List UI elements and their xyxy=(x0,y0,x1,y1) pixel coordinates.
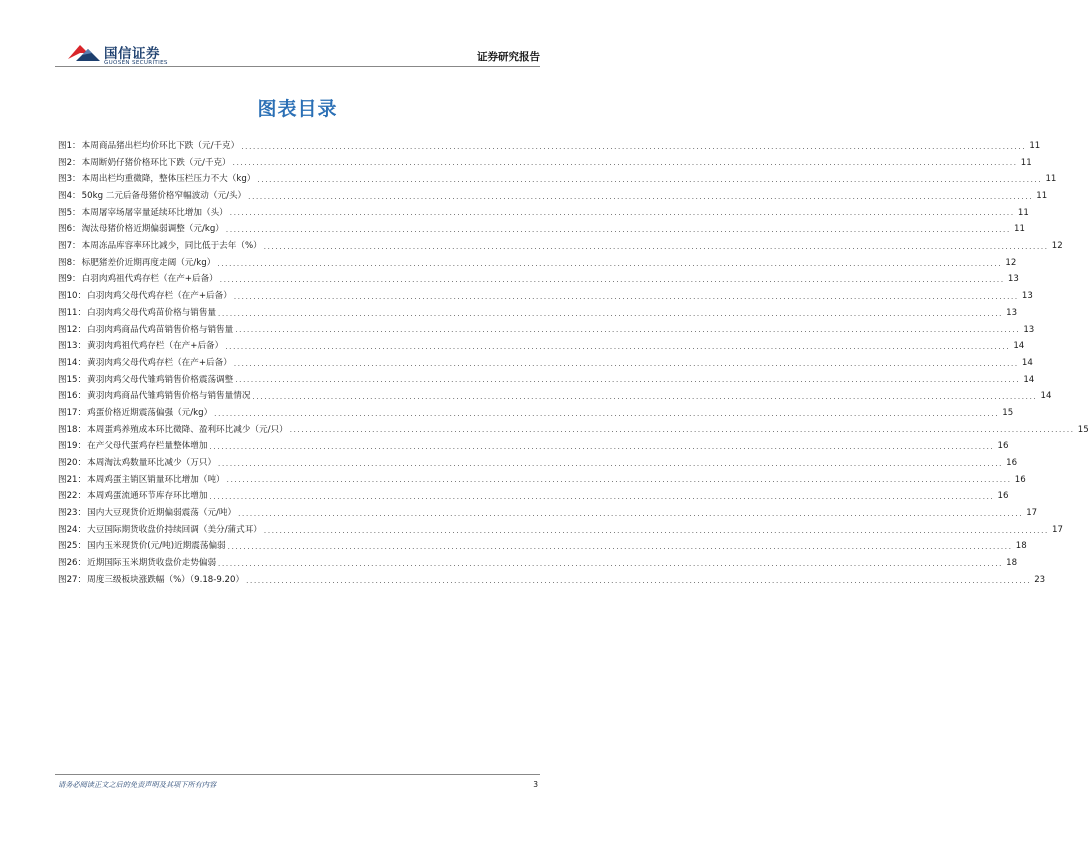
toc-entry[interactable] xyxy=(58,572,1046,589)
toc-leader-dots: ........................................................................................................................................................................................................ xyxy=(226,476,1012,485)
toc-entry-number: 图23： xyxy=(58,508,87,519)
toc-leader-dots: ........................................................................................................................................................................................................ xyxy=(235,326,1021,335)
toc-entry[interactable] xyxy=(58,522,1063,539)
toc-leader-dots: ........................................................................................................................................................................................................ xyxy=(235,376,1021,385)
toc-entry[interactable] xyxy=(58,355,1033,372)
toc-entry[interactable] xyxy=(58,372,1035,389)
toc-entry-page: 16 xyxy=(997,491,1009,502)
toc-entry-page: 12 xyxy=(1051,241,1063,252)
toc-entry-page: 11 xyxy=(1013,224,1025,235)
toc-entry[interactable] xyxy=(58,488,1009,505)
toc-entry[interactable] xyxy=(58,155,1032,172)
toc-entry[interactable] xyxy=(58,555,1018,572)
toc-leader-dots: ........................................................................................................................................................................................................ xyxy=(246,576,1032,585)
toc-entry[interactable] xyxy=(58,288,1033,305)
toc-entry-title: 黄羽肉鸡商品代雏鸡销售价格与销售量情况 xyxy=(87,391,251,402)
toc-entry-number: 图12： xyxy=(58,324,87,335)
toc-entry-title: 鸡蛋价格近期震荡偏强（元/kg） xyxy=(87,407,213,418)
toc-entry-number: 图8： xyxy=(58,257,81,268)
toc-entry-page: 13 xyxy=(1006,307,1018,318)
toc-entry[interactable] xyxy=(58,255,1017,272)
toc-entry-title: 50kg 二元后备母猪价格窄幅波动（元/头） xyxy=(81,191,247,202)
toc-leader-dots: ........................................................................................................................................................................................................ xyxy=(229,209,1015,218)
header-divider xyxy=(55,66,540,67)
toc-entry-page: 17 xyxy=(1026,508,1038,519)
toc-leader-dots: ........................................................................................................................................................................................................ xyxy=(217,259,1003,268)
toc-entry[interactable] xyxy=(58,238,1063,255)
toc-entry-page: 18 xyxy=(1015,541,1027,552)
toc-leader-dots: ........................................................................................................................................................................................................ xyxy=(214,409,1000,418)
toc-entry-title: 在产父母代蛋鸡存栏量整体增加 xyxy=(87,441,208,452)
toc-leader-dots: ........................................................................................................................................................................................................ xyxy=(263,526,1049,535)
toc-entry-title: 黄羽肉鸡祖代鸡存栏（在产+后备） xyxy=(87,341,224,352)
toc-entry[interactable] xyxy=(58,322,1035,339)
toc-entry-title: 白羽肉鸡祖代鸡存栏（在产+后备） xyxy=(81,274,218,285)
toc-entry-title: 本周断奶仔猪价格环比下跌（元/千克） xyxy=(81,157,231,168)
toc-entry[interactable] xyxy=(58,405,1014,422)
toc-entry[interactable] xyxy=(58,138,1041,155)
toc-entry-page: 14 xyxy=(1040,391,1052,402)
toc-entry-number: 图1： xyxy=(58,140,81,151)
toc-entry[interactable] xyxy=(58,505,1038,522)
toc-entry-number: 图9： xyxy=(58,274,81,285)
toc-entry-number: 图20： xyxy=(58,458,87,469)
toc-leader-dots: ........................................................................................................................................................................................................ xyxy=(225,226,1011,235)
toc-entry[interactable] xyxy=(58,171,1057,188)
toc-entry-title: 本周冻品库容率环比减少，同比低于去年（%） xyxy=(81,241,262,252)
toc-leader-dots: ........................................................................................................................................................................................................ xyxy=(248,192,1034,201)
toc-entry-title: 大豆国际期货收盘价持续回调（美分/蒲式耳） xyxy=(87,524,262,535)
toc-entry-number: 图14： xyxy=(58,357,87,368)
toc-entry[interactable] xyxy=(58,205,1029,222)
toc-entry-title: 周度三级板块涨跌幅（%）（9.18-9.20） xyxy=(87,574,245,585)
toc-list xyxy=(58,138,1089,589)
toc-entry[interactable] xyxy=(58,221,1025,238)
toc-entry-page: 11 xyxy=(1045,174,1057,185)
footer-divider xyxy=(55,774,540,775)
toc-entry-page: 12 xyxy=(1005,257,1017,268)
toc-leader-dots: ........................................................................................................................................................................................................ xyxy=(238,509,1024,518)
toc-leader-dots: ........................................................................................................................................................................................................ xyxy=(218,559,1004,568)
toc-leader-dots: ........................................................................................................................................................................................................ xyxy=(252,393,1038,401)
toc-leader-dots: ........................................................................................................................................................................................................ xyxy=(233,359,1019,368)
toc-leader-dots: ........................................................................................................................................................................................................ xyxy=(218,309,1004,318)
toc-entry-title: 本周商品猪出栏均价环比下跌（元/千克） xyxy=(81,140,240,151)
toc-entry-title: 国内玉米现货价(元/吨)近期震荡偏弱 xyxy=(87,541,226,552)
toc-leader-dots: ........................................................................................................................................................................................................ xyxy=(232,159,1018,168)
toc-entry-title: 黄羽肉鸡父母代鸡存栏（在产+后备） xyxy=(87,357,232,368)
toc-leader-dots: ........................................................................................................................................................................................................ xyxy=(209,443,995,452)
toc-entry-page: 18 xyxy=(1006,558,1018,569)
report-type-label: 证券研究报告 xyxy=(477,51,540,63)
toc-entry-title: 本周鸡蛋主销区销量环比增加（吨） xyxy=(87,474,225,485)
logo-chinese-name: 国信证券 xyxy=(104,46,160,62)
toc-entry-page: 11 xyxy=(1017,207,1029,218)
toc-entry-page: 15 xyxy=(1077,424,1089,435)
toc-entry-number: 图16： xyxy=(58,391,87,402)
toc-entry-page: 11 xyxy=(1029,140,1041,151)
toc-entry-number: 图7： xyxy=(58,241,81,252)
toc-entry-title: 国内大豆现货价近期偏弱震荡（元/吨） xyxy=(87,508,237,519)
toc-entry[interactable] xyxy=(58,438,1009,455)
guosen-logo xyxy=(66,36,196,74)
toc-leader-dots: ........................................................................................................................................................................................................ xyxy=(263,242,1049,251)
toc-entry-number: 图21： xyxy=(58,474,87,485)
toc-entry[interactable] xyxy=(58,305,1018,322)
toc-leader-dots: ........................................................................................................................................................................................................ xyxy=(219,276,1005,285)
toc-entry-number: 图5： xyxy=(58,207,81,218)
toc-leader-dots: ........................................................................................................................................................................................................ xyxy=(289,426,1075,435)
footer-disclaimer: 请务必阅读正文之后的免责声明及其项下所有内容 xyxy=(58,780,217,789)
toc-entry-title: 本周鸡蛋流通环节库存环比增加 xyxy=(87,491,208,502)
toc-leader-dots: ........................................................................................................................................................................................................ xyxy=(209,493,995,502)
toc-entry-title: 黄羽肉鸡父母代雏鸡销售价格震荡调整 xyxy=(87,374,234,385)
toc-entry-title: 白羽肉鸡父母代鸡苗价格与销售量 xyxy=(87,307,217,318)
toc-entry-title: 本周淘汰鸡数量环比减少（万只） xyxy=(87,458,217,469)
toc-entry-number: 图22： xyxy=(58,491,87,502)
toc-entry-title: 淘汰母猪价格近期偏弱调整（元/kg） xyxy=(81,224,224,235)
toc-entry-number: 图2： xyxy=(58,157,81,168)
toc-entry-number: 图4： xyxy=(58,191,81,202)
toc-entry-page: 11 xyxy=(1036,191,1048,202)
toc-entry-page: 23 xyxy=(1034,574,1046,585)
toc-entry-number: 图3： xyxy=(58,174,81,185)
toc-entry-page: 16 xyxy=(1014,474,1026,485)
toc-entry[interactable] xyxy=(58,539,1027,556)
toc-entry-number: 图10： xyxy=(58,291,87,302)
toc-entry-title: 本周屠宰场屠宰量延续环比增加（头） xyxy=(81,207,228,218)
toc-leader-dots: ........................................................................................................................................................................................................ xyxy=(218,459,1004,468)
toc-entry-number: 图19： xyxy=(58,441,87,452)
toc-title: 图表目录 xyxy=(257,98,338,120)
logo-english-name: GUOSEN SECURITIES xyxy=(104,60,168,66)
toc-entry-page: 13 xyxy=(1007,274,1019,285)
toc-entry-number: 图11： xyxy=(58,307,87,318)
toc-entry-title: 标肥猪差价近期再度走阔（元/kg） xyxy=(81,257,216,268)
toc-entry-page: 13 xyxy=(1021,291,1033,302)
page-number: 3 xyxy=(533,780,538,789)
toc-entry-number: 图13： xyxy=(58,341,87,352)
toc-entry-title: 白羽肉鸡商品代鸡苗销售价格与销售量 xyxy=(87,324,234,335)
toc-entry-title: 近期国际玉米期货收盘价走势偏弱 xyxy=(87,558,217,569)
toc-entry-number: 图26： xyxy=(58,558,87,569)
toc-leader-dots: ........................................................................................................................................................................................................ xyxy=(225,342,1011,351)
toc-entry[interactable] xyxy=(58,422,1089,439)
toc-leader-dots: ........................................................................................................................................................................................................ xyxy=(227,543,1013,552)
toc-entry[interactable] xyxy=(58,188,1048,205)
guosen-logo-icon xyxy=(66,39,102,67)
toc-entry-page: 17 xyxy=(1052,524,1063,535)
toc-leader-dots: ........................................................................................................................................................................................................ xyxy=(233,292,1019,301)
toc-entry[interactable] xyxy=(58,455,1018,472)
toc-entry[interactable] xyxy=(58,338,1025,355)
toc-entry-page: 11 xyxy=(1020,157,1032,168)
page-header xyxy=(0,0,595,80)
toc-entry-title: 本周出栏均重微降，整体压栏压力不大（kg） xyxy=(81,174,256,185)
toc-entry-number: 图6： xyxy=(58,224,81,235)
toc-entry-number: 图24： xyxy=(58,524,87,535)
toc-entry-page: 14 xyxy=(1023,374,1035,385)
toc-entry-page: 15 xyxy=(1002,407,1014,418)
toc-entry[interactable] xyxy=(58,272,1019,289)
toc-entry-page: 14 xyxy=(1013,341,1025,352)
toc-entry-number: 图15： xyxy=(58,374,87,385)
toc-leader-dots: ........................................................................................................................................................................................................ xyxy=(257,176,1043,185)
toc-entry-page: 16 xyxy=(1006,458,1018,469)
toc-entry-number: 图25： xyxy=(58,541,87,552)
toc-entry-page: 14 xyxy=(1021,357,1033,368)
toc-entry-title: 白羽肉鸡父母代鸡存栏（在产+后备） xyxy=(87,291,232,302)
toc-entry-number: 图17： xyxy=(58,407,87,418)
toc-entry[interactable] xyxy=(58,388,1052,405)
toc-entry-title: 本周蛋鸡养殖成本环比微降、盈利环比减少（元/只） xyxy=(87,424,288,435)
toc-entry[interactable] xyxy=(58,472,1026,489)
toc-leader-dots: ........................................................................................................................................................................................................ xyxy=(241,142,1027,151)
toc-entry-number: 图18： xyxy=(58,424,87,435)
toc-entry-page: 16 xyxy=(997,441,1009,452)
toc-entry-number: 图27： xyxy=(58,574,87,585)
toc-entry-page: 13 xyxy=(1023,324,1035,335)
